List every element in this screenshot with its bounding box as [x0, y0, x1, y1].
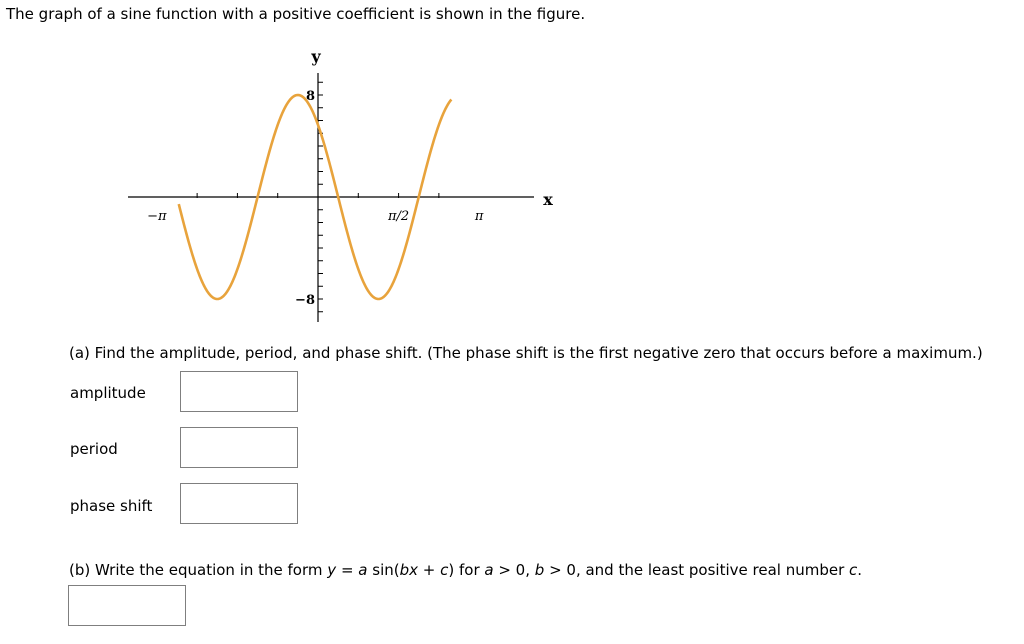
period-input[interactable] [180, 427, 298, 468]
amplitude-input[interactable] [180, 371, 298, 412]
question-intro: The graph of a sine function with a positive coefficient is shown in the figure. [6, 5, 586, 23]
phase-shift-label: phase shift [70, 497, 153, 515]
x-tick-label-pi: π [474, 209, 484, 224]
y-tick-label-neg-8: −8 [295, 293, 315, 308]
graph-axes [128, 73, 534, 322]
x-tick-label-pi-half: π/2 [387, 209, 410, 224]
x-tick-label-neg-pi: −π [147, 209, 167, 224]
amplitude-label: amplitude [70, 384, 146, 402]
equation-input[interactable] [68, 585, 186, 626]
y-tick-label-8: 8 [305, 89, 315, 104]
graph-labels [147, 47, 553, 308]
phase-shift-input[interactable] [180, 483, 298, 524]
part-b-prompt: (b) Write the equation in the form y = a sin(bx + c) for a > 0, b > 0, and the least positive real number c. [69, 561, 863, 579]
part-a-prompt: (a) Find the amplitude, period, and phase shift. (The phase shift is the first negative zero that occurs before a maximum.) [69, 344, 983, 362]
y-axis-label: y [311, 47, 321, 66]
x-axis-label: x [543, 190, 553, 209]
period-label: period [70, 440, 118, 458]
